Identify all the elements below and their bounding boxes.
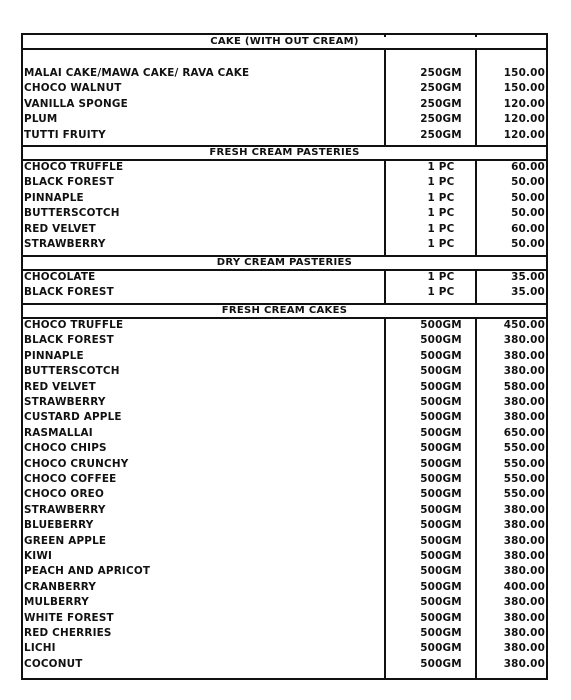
qty-column-divider	[384, 48, 386, 147]
table-row	[21, 564, 548, 579]
table-row	[21, 426, 548, 441]
table-row	[21, 285, 548, 300]
table-row	[21, 112, 548, 127]
table-row	[21, 349, 548, 364]
qty-column-divider	[384, 159, 386, 257]
item-name: KIWI	[24, 550, 53, 562]
item-name: BLUEBERRY	[24, 519, 94, 532]
item-quantity: 1 PC	[427, 238, 455, 250]
item-name: CHOCO CHIPS	[24, 442, 107, 455]
table-row	[21, 160, 548, 175]
item-name: GREEN APPLE	[24, 534, 107, 547]
item-name: BLACK FOREST	[24, 286, 114, 299]
table-row	[21, 175, 548, 190]
item-name: PEACH AND APRICOT	[24, 565, 151, 578]
item-price: 60.00	[511, 222, 545, 235]
item-price: 380.00	[503, 334, 545, 347]
item-price: 450.00	[503, 319, 545, 331]
item-quantity: 500GM	[420, 457, 462, 470]
item-name: PLUM	[24, 113, 58, 126]
item-name: CUSTARD APPLE	[24, 411, 122, 424]
item-quantity: 1 PC	[427, 286, 455, 299]
item-quantity: 500GM	[420, 411, 462, 424]
item-quantity: 500GM	[420, 642, 462, 655]
item-price: 380.00	[503, 550, 545, 562]
table-row	[21, 395, 548, 410]
item-price: 400.00	[503, 580, 545, 593]
item-name: PINNAPLE	[24, 349, 84, 362]
item-quantity: 500GM	[420, 503, 462, 516]
table-row	[21, 128, 548, 143]
price-column-divider	[475, 33, 477, 37]
item-price: 380.00	[503, 411, 545, 424]
item-quantity: 500GM	[420, 349, 462, 362]
table-row	[21, 364, 548, 379]
table-row	[21, 472, 548, 487]
table-row	[21, 549, 548, 564]
table-row	[21, 97, 548, 112]
price-column-divider	[475, 269, 477, 305]
item-price: 380.00	[503, 503, 545, 516]
item-quantity: 500GM	[420, 611, 462, 624]
item-price: 150.00	[503, 82, 545, 95]
item-price: 380.00	[503, 365, 545, 378]
table-row	[21, 518, 548, 533]
item-quantity: 500GM	[420, 365, 462, 378]
item-name: CHOCO TRUFFLE	[24, 319, 124, 331]
table-row	[21, 237, 548, 252]
table-row	[21, 333, 548, 348]
item-name: VANILLA SPONGE	[24, 97, 128, 110]
item-name: RED CHERRIES	[24, 627, 112, 639]
section-title: FRESH CREAM CAKES	[221, 305, 348, 316]
table-row	[21, 487, 548, 502]
table-bottom-border	[21, 678, 548, 680]
table-row	[21, 626, 548, 641]
item-price: 35.00	[511, 286, 545, 299]
item-price: 380.00	[503, 627, 545, 639]
item-price: 380.00	[503, 396, 545, 408]
item-name: TUTTI FRUITY	[24, 128, 106, 141]
table-row	[21, 441, 548, 456]
item-quantity: 250GM	[420, 67, 462, 79]
item-quantity: 1 PC	[427, 271, 455, 283]
table-row	[21, 81, 548, 96]
table-row	[21, 611, 548, 626]
table-row	[21, 380, 548, 395]
table-right-border	[546, 33, 548, 680]
item-quantity: 1 PC	[427, 161, 455, 173]
item-name: RED VELVET	[24, 222, 96, 235]
table-row	[21, 595, 548, 610]
item-name: MALAI CAKE/MAWA CAKE/ RAVA CAKE	[24, 67, 250, 79]
item-name: CHOCO OREO	[24, 488, 104, 501]
table-row	[21, 457, 548, 472]
item-price: 50.00	[511, 207, 545, 220]
table-row	[21, 318, 548, 333]
item-quantity: 500GM	[420, 488, 462, 501]
item-name: STRAWBERRY	[24, 238, 106, 250]
item-quantity: 500GM	[420, 396, 462, 408]
item-price: 550.00	[503, 488, 545, 501]
table-row	[21, 657, 548, 672]
item-price: 380.00	[503, 534, 545, 547]
item-quantity: 500GM	[420, 627, 462, 639]
item-quantity: 500GM	[420, 534, 462, 547]
item-name: CHOCOLATE	[24, 271, 96, 283]
item-price: 650.00	[503, 426, 545, 439]
item-quantity: 500GM	[420, 473, 462, 485]
item-quantity: 500GM	[420, 519, 462, 532]
item-price: 550.00	[503, 442, 545, 455]
qty-column-divider	[384, 317, 386, 680]
item-price: 60.00	[511, 161, 545, 173]
item-name: BUTTERSCOTCH	[24, 207, 120, 220]
section-title: FRESH CREAM PASTERIES	[209, 147, 360, 158]
item-quantity: 1 PC	[427, 191, 455, 204]
item-name: CRANBERRY	[24, 580, 97, 593]
item-name: RED VELVET	[24, 380, 96, 393]
item-name: BLACK FOREST	[24, 334, 114, 347]
item-quantity: 500GM	[420, 442, 462, 455]
item-price: 580.00	[503, 380, 545, 393]
item-quantity: 250GM	[420, 113, 462, 126]
item-name: BLACK FOREST	[24, 176, 114, 189]
price-column-divider	[475, 48, 477, 147]
item-price: 380.00	[503, 519, 545, 532]
item-quantity: 1 PC	[427, 207, 455, 220]
item-name: MULBERRY	[24, 596, 89, 609]
table-row	[21, 206, 548, 221]
item-name: STRAWBERRY	[24, 503, 106, 516]
item-quantity: 1 PC	[427, 176, 455, 189]
item-quantity: 500GM	[420, 657, 462, 670]
item-name: COCONUT	[24, 657, 83, 670]
item-price: 120.00	[503, 128, 545, 141]
item-price: 50.00	[511, 191, 545, 204]
item-quantity: 500GM	[420, 380, 462, 393]
item-price: 35.00	[511, 271, 545, 283]
item-quantity: 500GM	[420, 334, 462, 347]
item-quantity: 500GM	[420, 426, 462, 439]
item-quantity: 500GM	[420, 319, 462, 331]
item-price: 380.00	[503, 611, 545, 624]
qty-column-divider	[384, 269, 386, 305]
table-row	[21, 66, 548, 81]
item-price: 550.00	[503, 457, 545, 470]
item-price: 380.00	[503, 657, 545, 670]
item-price: 380.00	[503, 349, 545, 362]
section-title: CAKE (WITH OUT CREAM)	[210, 36, 359, 47]
price-column-divider	[475, 159, 477, 257]
item-name: STRAWBERRY	[24, 396, 106, 408]
item-name: CHOCO TRUFFLE	[24, 161, 124, 173]
item-name: PINNAPLE	[24, 191, 84, 204]
item-price: 50.00	[511, 176, 545, 189]
item-price: 380.00	[503, 642, 545, 655]
table-row	[21, 580, 548, 595]
table-row	[21, 534, 548, 549]
item-quantity: 500GM	[420, 580, 462, 593]
item-quantity: 1 PC	[427, 222, 455, 235]
item-price: 380.00	[503, 565, 545, 578]
item-quantity: 500GM	[420, 550, 462, 562]
table-row	[21, 410, 548, 425]
item-price: 120.00	[503, 113, 545, 126]
item-price: 380.00	[503, 596, 545, 609]
table-row	[21, 270, 548, 285]
table-row	[21, 503, 548, 518]
item-name: CHOCO COFFEE	[24, 473, 117, 485]
section-title: DRY CREAM PASTERIES	[216, 257, 353, 268]
table-left-border	[21, 33, 23, 680]
item-quantity: 500GM	[420, 565, 462, 578]
item-name: WHITE FOREST	[24, 611, 114, 624]
item-name: CHOCO CRUNCHY	[24, 457, 129, 470]
section-title-underline	[21, 48, 548, 50]
table-row	[21, 641, 548, 656]
item-name: CHOCO WALNUT	[24, 82, 122, 95]
item-quantity: 250GM	[420, 128, 462, 141]
price-column-divider	[475, 317, 477, 680]
item-price: 120.00	[503, 97, 545, 110]
item-price: 50.00	[511, 238, 545, 250]
item-quantity: 250GM	[420, 82, 462, 95]
item-price: 150.00	[503, 67, 545, 79]
qty-column-divider	[384, 33, 386, 37]
table-row	[21, 222, 548, 237]
item-price: 550.00	[503, 473, 545, 485]
table-row	[21, 191, 548, 206]
item-name: LICHI	[24, 642, 56, 655]
item-name: RASMALLAI	[24, 426, 93, 439]
item-quantity: 250GM	[420, 97, 462, 110]
item-quantity: 500GM	[420, 596, 462, 609]
item-name: BUTTERSCOTCH	[24, 365, 120, 378]
